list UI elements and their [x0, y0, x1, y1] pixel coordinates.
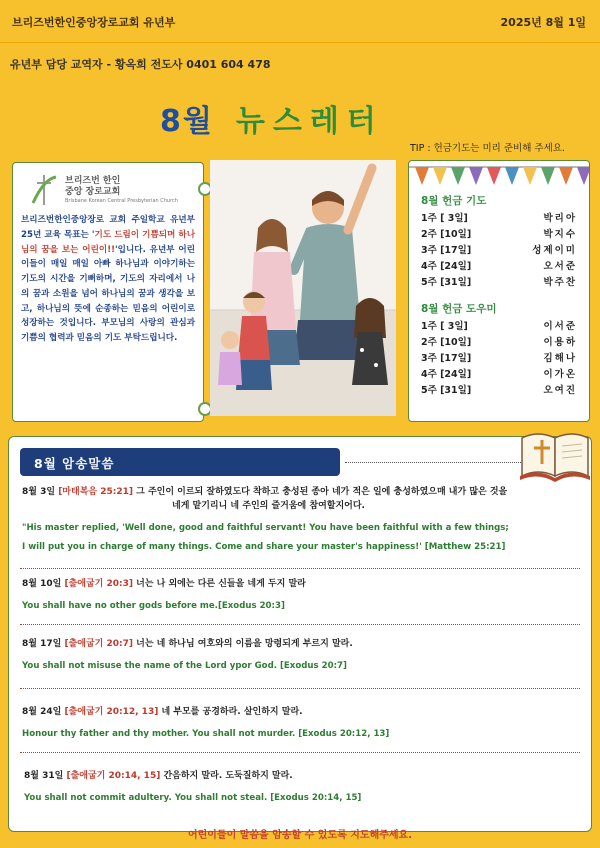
week-label: 3주 [17일]: [421, 245, 472, 256]
tip-text: TIP : 헌금기도는 미리 준비해 주세요.: [410, 143, 565, 154]
person-name: 성제이미: [532, 245, 577, 256]
verse-date: 8월 3일: [22, 487, 56, 497]
week-label: 5주 [31일]: [421, 385, 472, 396]
prayer-list: [421, 211, 577, 291]
verse-item: [22, 638, 582, 673]
verse-date: 8월 17일: [22, 639, 62, 649]
heading-dotted-line: [345, 462, 525, 463]
header-divider: [0, 42, 600, 43]
teacher-contact: 유년부 담당 교역자 - 황옥희 전도사 0401 604 478: [10, 58, 271, 71]
prayer-row: [421, 259, 577, 275]
verse-ref: [출애굽기 20:3]: [64, 579, 133, 589]
cross-logo-icon: [29, 173, 59, 207]
bible-icon: [516, 424, 594, 482]
helper-row: [421, 383, 577, 399]
verse-item: [22, 706, 582, 741]
verse-korean: 간음하지 말라. 도둑질하지 말라.: [163, 771, 293, 781]
prayer-title: 8월 헌금 기도: [421, 195, 487, 207]
bunting-icon: [409, 161, 590, 191]
prayer-row: [421, 211, 577, 227]
verse-english-cont: I will put you in charge of many things. Come and share your master's happiness!' [Matthew 25:21]: [22, 542, 506, 553]
intro-part1: 브리즈번한인중앙장로 교회 주일학교 유년부 25년 교육 목표는 ': [21, 215, 195, 240]
week-label: 2주 [10일]: [421, 229, 472, 240]
person-name: 오여진: [543, 385, 577, 396]
intro-part2: '입니다. 유년부 어린이들이 매일 매일 아빠 하나님과 이야기하는 기도의 시간을 기뻐하며, 기도의 자리에서 나의 꿈과 소원을 넘어 하나님의 꿈과 생각을 보고, 하나님의 뜻에 순종하는 믿음의 어린이로 성장하는 것입니다. 부모님의 사랑의 관심과 기쁨의 협력과 믿음의 기도 부탁드립니다.: [21, 244, 196, 344]
verse-english: Honour thy father and thy mother. You shall not murder. [Exodus 20:12, 13]: [22, 728, 390, 739]
verse-date: 8월 10일: [22, 579, 62, 589]
verse-divider: [20, 752, 580, 753]
footer-note: 어린이들이 말씀을 암송할 수 있도록 지도해주세요.: [187, 830, 413, 841]
verse-date: 8월 31일: [24, 771, 64, 781]
week-label: 1주 [ 3일]: [421, 213, 468, 224]
title-word: 뉴스레터: [235, 104, 384, 139]
page-title: [160, 96, 384, 140]
prayer-row: [421, 227, 577, 243]
person-name: 김해나: [543, 353, 577, 364]
church-name: 브리즈번한인중앙장로교회 유년부: [12, 16, 176, 29]
person-name: 이서준: [543, 321, 577, 332]
helpers-title: 8월 헌금 도우미: [421, 303, 497, 315]
verse-item: [22, 578, 582, 613]
title-month: 8월: [160, 104, 214, 139]
person-name: 박주찬: [543, 277, 577, 288]
logo-subtitle: Brisbane Korean Central Presbyterian Church: [65, 197, 178, 204]
week-label: 1주 [ 3일]: [421, 321, 468, 332]
intro-goal: 기도 드림이 기쁨되며 하나님의 꿈을 보는 어린이!!: [21, 229, 195, 255]
verse-ref: [마태복음 25:21]: [58, 487, 133, 497]
verse-divider: [20, 568, 580, 569]
week-label: 4주 [24일]: [421, 369, 472, 380]
intro-text: [21, 213, 195, 346]
helper-row: [421, 319, 577, 335]
verse-english: "His master replied, 'Well done, good and faithful servant! You have been faithful with a few things;: [22, 522, 509, 533]
verse-korean: 네 부모를 공경하라. 살인하지 말라.: [161, 707, 303, 717]
intro-card: [12, 162, 204, 422]
verse-korean: 그 주인이 이르되 잘하였도다 착하고 충성된 종아 네가 적은 일에 충성하였으매 내가 많은 것을: [136, 487, 508, 497]
verse-ref: [출애굽기 20:12, 13]: [64, 707, 159, 717]
helpers-list: [421, 319, 577, 399]
person-name: 이가온: [543, 369, 577, 380]
verse-item: [22, 486, 582, 555]
memory-verse-heading: 8월 암송말씀: [20, 448, 340, 476]
person-name: 오서준: [543, 261, 577, 272]
verse-english: You shall not commit adultery. You shall not steal. [Exodus 20:14, 15]: [24, 792, 362, 803]
week-label: 5주 [31일]: [421, 277, 472, 288]
prayer-row: [421, 275, 577, 291]
prayer-row: [421, 243, 577, 259]
week-label: 2주 [10일]: [421, 337, 472, 348]
family-praying-illustration: [210, 160, 396, 416]
helper-row: [421, 367, 577, 383]
logo-name-line2: 중앙 장로교회: [65, 187, 121, 197]
person-name: 이용하: [543, 337, 577, 348]
offering-card: [408, 160, 590, 422]
week-label: 3주 [17일]: [421, 353, 472, 364]
person-name: 박지수: [543, 229, 577, 240]
verse-korean: 너는 네 하나님 여호와의 이름을 망령되게 부르지 말라.: [136, 639, 353, 649]
verse-korean: 너는 나 외에는 다른 신들을 네게 두지 말라: [136, 579, 306, 589]
verse-divider: [20, 624, 580, 625]
verse-ref: [출애굽기 20:14, 15]: [66, 771, 161, 781]
verse-divider: [20, 688, 580, 689]
verse-date: 8월 24일: [22, 707, 62, 717]
verse-korean-cont: 네게 맡기리니 네 주인의 즐거움에 참여할지어다.: [172, 500, 365, 511]
person-name: 박리아: [543, 213, 577, 224]
helper-row: [421, 335, 577, 351]
verse-english: You shall have no other gods before me.[Exodus 20:3]: [22, 600, 285, 611]
church-logo: [29, 173, 195, 207]
verse-item: [24, 770, 584, 805]
issue-date: 2025년 8월 1일: [500, 16, 586, 29]
verse-ref: [출애굽기 20:7]: [64, 639, 133, 649]
logo-name-line1: 브리즈번 한인: [65, 176, 121, 187]
helper-row: [421, 351, 577, 367]
verse-english: You shall not misuse the name of the Lord ypor God. [Exodus 20:7]: [22, 660, 347, 671]
week-label: 4주 [24일]: [421, 261, 472, 272]
